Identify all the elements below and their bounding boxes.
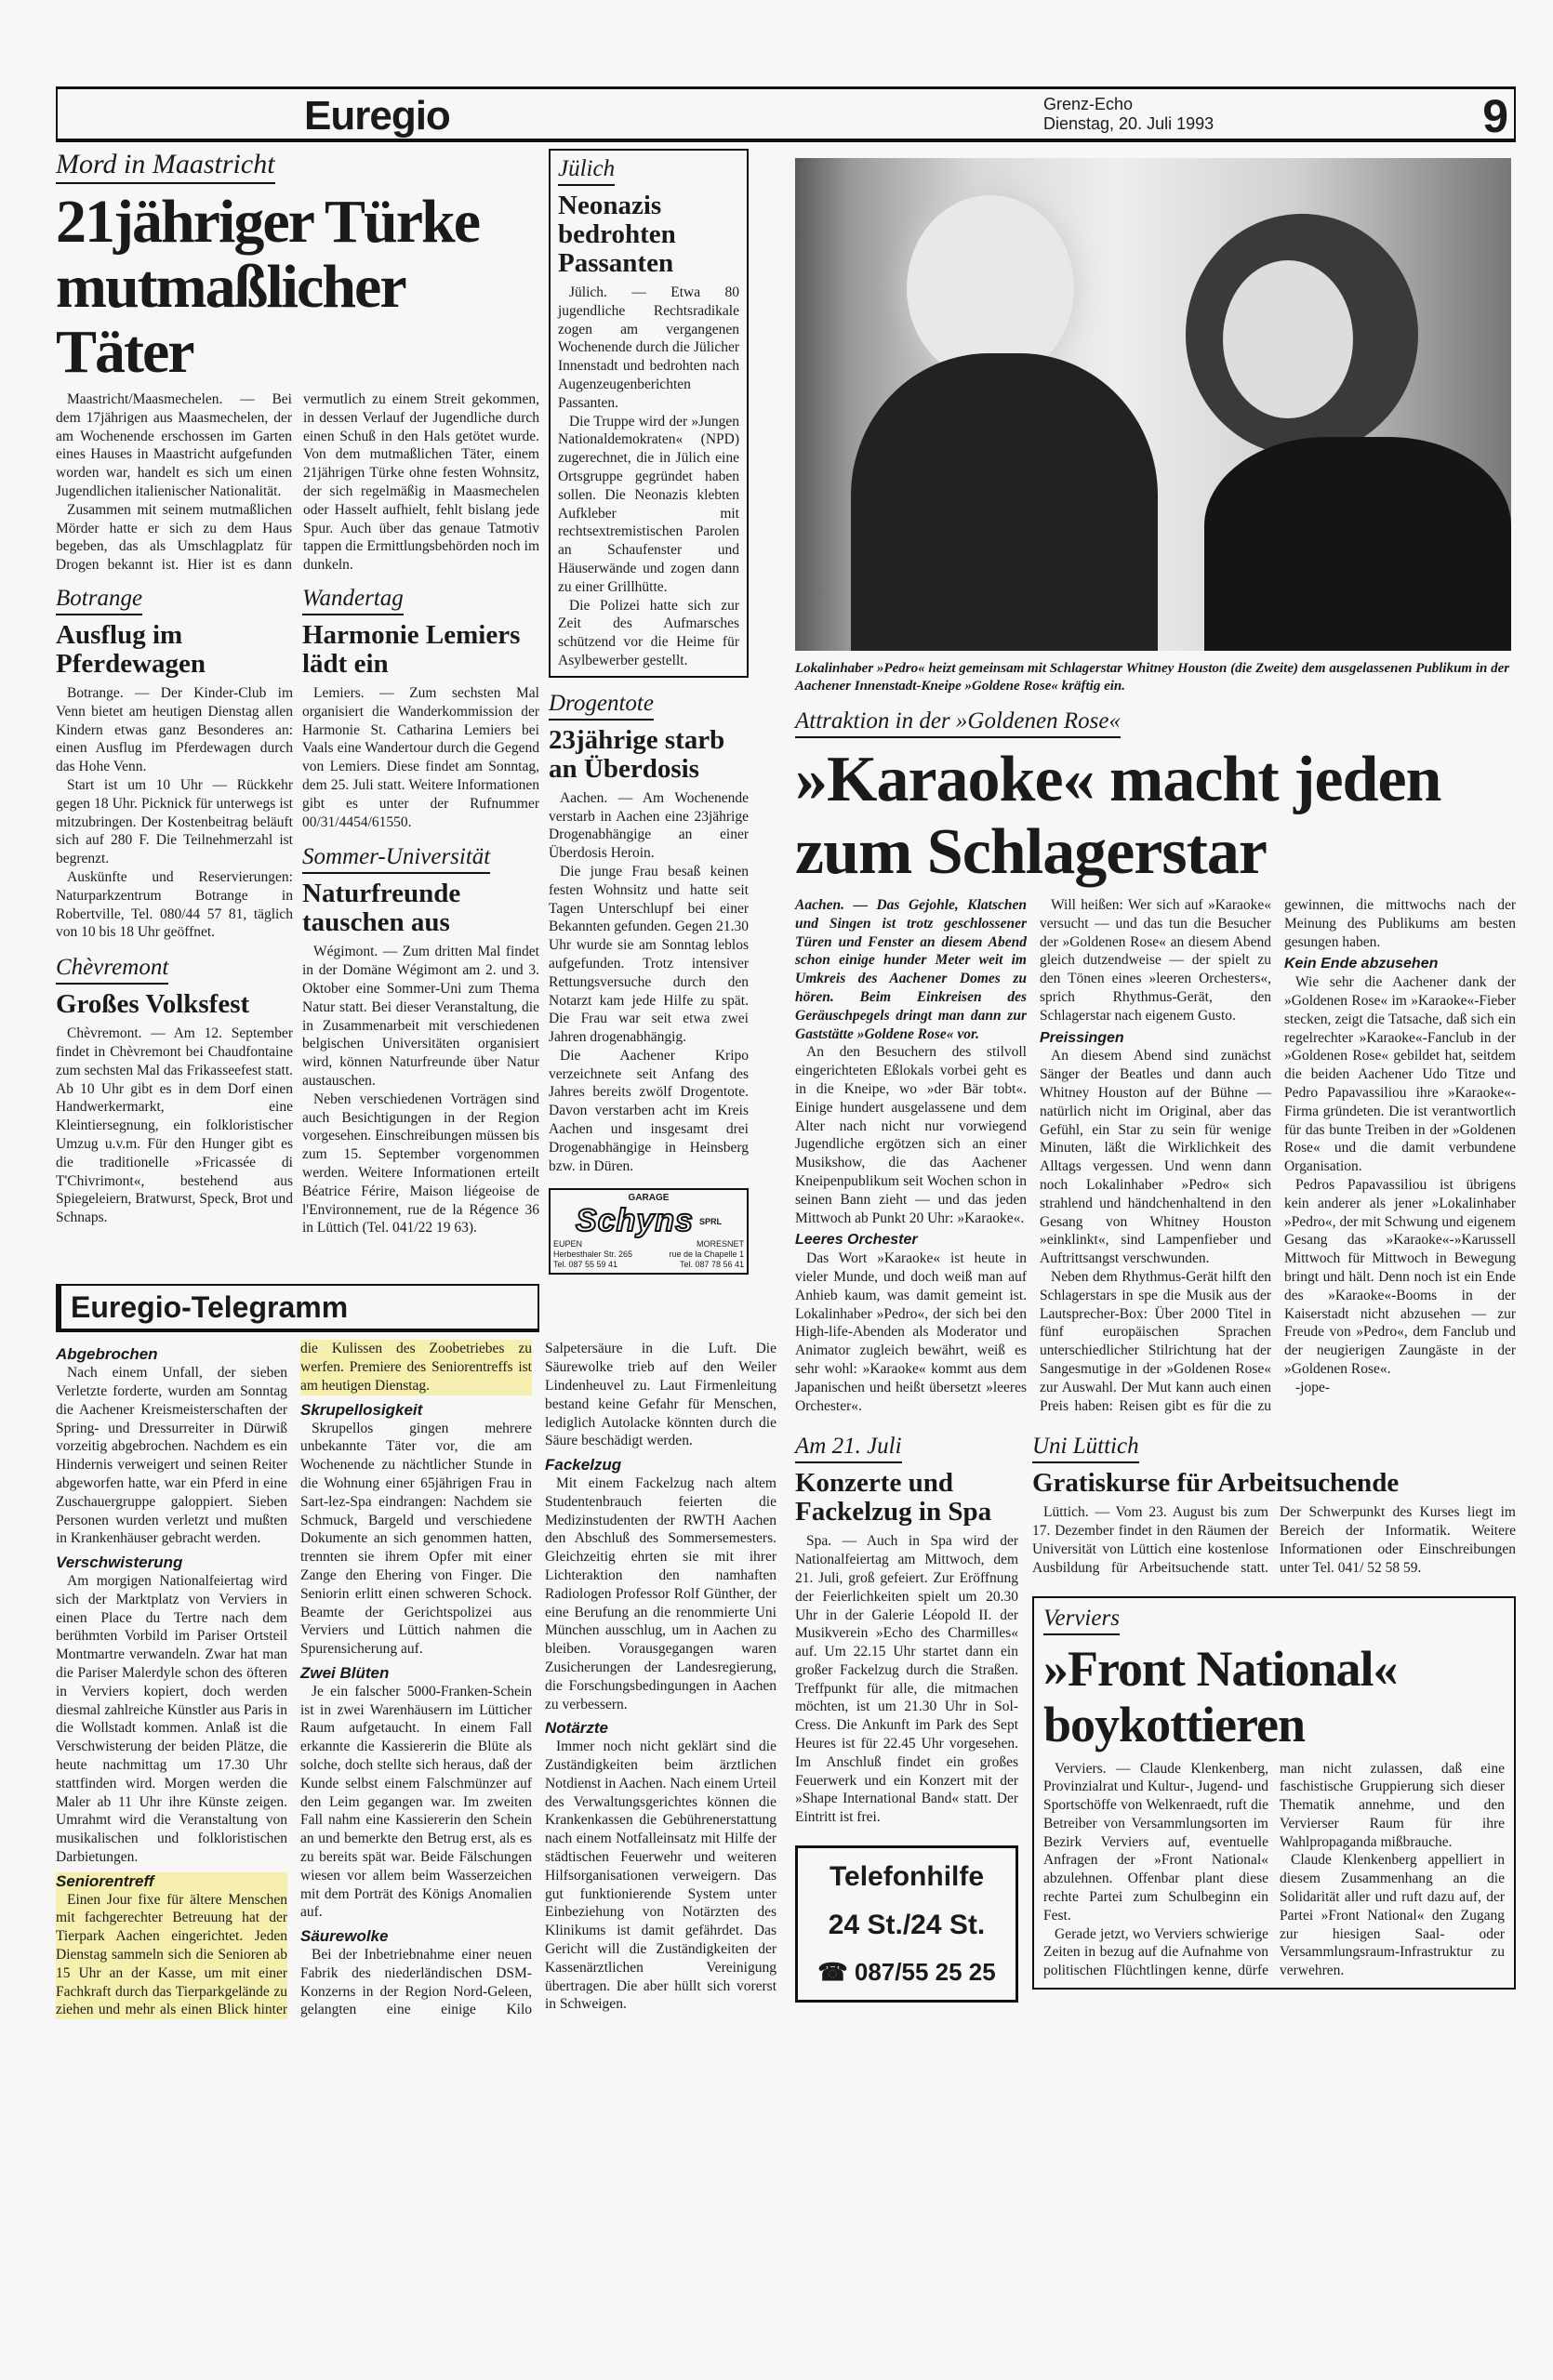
- paragraph: Die Truppe wird der »Jungen Nationaldemokraten« (NPD) zugerechnet, die in Jülich eine Ortsgruppe gegründet haben sollen. Die Neonazis klebten Aufkleber mit rechtsextremistischen Parolen an Schaufenster und Häuserwände und zogen dann zu einer Grillhütte.: [558, 413, 739, 595]
- ad-phone: [802, 1958, 1012, 1987]
- telegramm-item-text: Am morgigen Nationalfeiertag wird sich der Marktplatz von Verviers in einen Place du Tertre nach dem berühmten Vorbild im Pariser Ortsteil Montmartre verwandeln. Zwar hat man die Pariser Malerdyle schon des öfteren in Verviers kopiert, doch werden diesmal zahlreiche Künstler aus Paris in die Wollstadt kommen. Anlaß ist die Verschwisterung der beiden Plätze, die heute nachmittag um 17.30 Uhr stattfinden wird. Morgen werden die Maler ab 11 Uhr ihre Künste zeigen. Umrahmt wird die Veranstaltung von musikalischen und folkloristischen Darbietungen.: [56, 1573, 287, 1865]
- paragraph: An den Besuchern des stilvoll eingerichteten Eßlokals vorbei geht es in die Kneipe, wo »der Bär tobt«. Einige hundert ausgelassene und dem Alter nach nicht nur vorwiegend Jugendliche ergötzen sich an einer Musikshow, die das Aachener Kneipenpublikum seit Wochen schon in seinen Bann zieht — und das jeden Mittwoch ab Punkt 20 Uhr: »Karaoke«.: [795, 1044, 1027, 1226]
- article-body: [302, 684, 539, 831]
- article-juelich: [549, 149, 749, 678]
- article-karaoke: [795, 708, 1516, 1415]
- telegramm-item-title: Seniorentreff: [56, 1871, 154, 1890]
- article-kicker: Jülich: [558, 156, 615, 186]
- paragraph: Verviers. — Claude Klenkenberg, Provinzialrat und Kultur-, Jugend- und Sportschöffe von Welkenraedt, ruft die Betreiber von Versammlungsorten im Bezirk Verviers auf, eventuelle Anfragen der »Front National« abzulehnen. Offenbar plant diese rechte Partei zum Schulbeginn ein Fest.: [1043, 1760, 1268, 1924]
- article-kicker: Verviers: [1043, 1606, 1120, 1635]
- telegramm-item-text: Bei der Inbetriebnahme einer neuen Fabrik des niederländischen DSM-Konzerns in der Region Nord-Geleen, gelangten eine einige Kilo Salpetersäure in die Luft. Die Säurewolke trieb auf den Weiler Lindenheuvel zu. Laut Firmenleitung bestand keine Gefahr für Menschen, lediglich Autolacke könnten durch die Säure beschädigt werden.: [300, 1341, 776, 2018]
- ad-phone: Tel. 087 78 56 41: [679, 1260, 744, 1270]
- article-kicker: Attraktion in der »Goldenen Rose«: [795, 708, 1121, 738]
- article-kicker: Drogentote: [549, 691, 654, 721]
- article-chevremont: [56, 955, 293, 1227]
- article-kicker: Wandertag: [302, 586, 404, 615]
- ad-logo: Schyns: [576, 1203, 694, 1239]
- article-drogentote: [549, 691, 749, 1176]
- paragraph: Die Aachener Kripo verzeichnete seit Anfang des Jahres bereits zwölf Drogentote. Davon verstarben acht im Kreis Aachen und insgesamt drei Drogenabhängige in Heinsberg bzw. in Düren.: [549, 1047, 749, 1174]
- article-body: [549, 789, 749, 1176]
- ad-telefonhilfe: [795, 1845, 1018, 2003]
- article-headline: Konzerte und Fackelzug in Spa: [795, 1468, 992, 1527]
- paragraph: Jülich. — Etwa 80 jugendliche Rechtsradikale zogen am vergangenen Wochenende durch die Jülicher Innenstadt und bedrohten nach Augenzeugenberichten Passanten.: [558, 284, 739, 411]
- article-headline: Großes Volksfest: [56, 989, 250, 1020]
- article-body: [795, 1532, 1018, 1827]
- lead-paragraph: Aachen. — Das Gejohle, Klatschen und Singen ist trotz geschlossener Türen und Fenster an diesem Abend schon einige hunder Meter weit im Umkreis des Aachener Domes zu hören. Beim Einkreisen des Geräuschpegels dringt man dann zur Gaststätte »Goldene Rose« vor.: [795, 897, 1027, 1042]
- telegramm-item-title: Fackelzug: [545, 1456, 622, 1474]
- article-kicker: Sommer-Universität: [302, 844, 490, 874]
- paragraph: Die junge Frau besaß keinen festen Wohnsitz und hatte seit Tagen Unterschlupf bei einer Bekannten gefunden. Gegen 21.30 Uhr wurde sie am Sonntag leblos aufgefunden. Trotz intensiver Rettungsversuche durch den Notarzt kam jede Hilfe zu spät. Die Frau war seit etwa zwei Jahren drogenabhängig.: [549, 863, 749, 1046]
- paragraph: Chèvremont. — Am 12. September findet in Chèvremont bei Chaudfontaine zum sechsten Mal das Frikasseefest statt. Ab 10 Uhr gibt es in dem Dorf einen Handwerkermarkt, eine Kleintiersegnung, ein folkloristischer Umzug u.v.m. Für den Hunger gibt es die traditionelle »Fricassée di T'Chivrimont«, bestehend aus Spiegeleiern, Bratwurst, Speck, Brot und Schnaps.: [56, 1025, 293, 1226]
- telegramm-item-text: Je ein falscher 5000-Franken-Schein ist in zwei Warenhäusern im Lütticher Raum aufgetaucht. In einem Fall erkannte die Kassiererin die Blüte als solche, doch stellte sich heraus, daß der Kunde selbst einem Falschmünzer auf den Leim gegangen war. Im zweiten Fall nahm eine Kassiererin den Schein an und bemerkte den Betrug erst, als es zu bereits spät war. Beide Fälschungen wiesen vor allem beim Wasserzeichen mit dem Porträt des Königs Anomalien auf.: [300, 1683, 532, 1921]
- article-headline: »Front National« boykottieren: [1043, 1640, 1398, 1752]
- telegramm-item-text: Immer noch nicht geklärt sind die Zuständigkeiten beim ärztlichen Notdienst in Aachen. Nach einem Urteil des Verwaltungsgerichtes können die Krankenkassen die Gebührenerstattung nach einem Notfalleinsatz mit Hilfe der städtischen Feuerwehr und weiteren Hilfsorganisationen verweigern. Das gut funktionierende System unter Einbeziehung von Notärzten des Klinikums ist damit gefährdet. Das Gericht will die Zuständigkeiten der Kassenärztlichen Vereinigung übertragen. Die aber hüllt sich vorerst in Schweigen.: [545, 1739, 776, 2013]
- page-number: 9: [1482, 90, 1508, 142]
- ad-phone: Tel. 087 55 59 41: [553, 1260, 618, 1270]
- article-headline: 21jähriger Türke mutmaßlicher Täter: [56, 188, 480, 386]
- ad-label: GARAGE: [628, 1193, 670, 1204]
- ad-garage-schyns: [549, 1188, 749, 1275]
- telegramm-item: [56, 1345, 287, 1548]
- section-title: Euregio: [304, 93, 450, 139]
- publication-name: Grenz-Echo: [1043, 95, 1134, 113]
- ad-address: Herbesthaler Str. 265: [553, 1250, 633, 1260]
- ad-city: MORESNET: [696, 1239, 744, 1250]
- paragraph: Botrange. — Der Kinder-Club im Venn bietet am heutigen Dienstag allen Kindern etwas ganz Besonderes an: einen Ausflug im Pferdewagen durch das Hohe Venn.: [56, 684, 293, 775]
- article-headline: 23jährige starb an Überdosis: [549, 724, 725, 784]
- article-headline: »Karaoke« macht jeden zum Schlagerstar: [795, 744, 1441, 888]
- publication-info: [1043, 95, 1214, 134]
- paragraph: Spa. — Auch in Spa wird der Nationalfeiertag am Mittwoch, dem 21. Juli, groß gefeiert. Zur Eröffnung der Feierlichkeiten spielt um 20.30 Uhr in der Galerie Léopold II. der Musikverein »Echo des Charmilles« auf. Um 22.15 Uhr startet dann ein großer Fackelzug durch die Straßen. Treffpunkt für alle, die mitmachen möchten, ist um 21.30 Uhr in Sol-Cress. Die Ankunft im Park des Sept Heures ist für 22.45 Uhr vorgesehen. Im Anschluß findet ein großes Feuerwerk und ein Konzert mit der »Shape International Band« statt. Der Eintritt ist frei.: [795, 1533, 1018, 1826]
- article-botrange: [56, 586, 293, 942]
- paragraph: Pedros Papavassiliou ist übrigens kein anderer als jener »Lokalinhaber »Pedro«, der mit Schwung und eigenem Gesang das »Karaoke«-»Karussell Mittwoch für Mittwoch in Bewegung bringt und hält. Denn noch ist ein Ende des »Karaoke«-Booms in der Kaiserstadt nicht abzusehen — zur Freude von »Pedro«, dem Fanclub und der neugierigen Zaungäste in der »Goldenen Rose«.: [1284, 1176, 1516, 1377]
- article-wandertag: [302, 586, 539, 831]
- telegramm-item-title: Zwei Blüten: [300, 1664, 390, 1683]
- right-region: [795, 158, 1516, 2003]
- paragraph: Aachen. — Am Wochenende verstarb in Aachen eine 23jährige Drogenabhängige an einer Überdosis Heroin.: [549, 789, 749, 862]
- photo-caption: Lokalinhaber »Pedro« heizt gemeinsam mit Schlagerstar Whitney Houston (die Zweite) dem ausgelassenen Publikum in der Aachener Innenstadt-Kneipe »Goldene Rose« kräftig ein.: [795, 661, 1510, 694]
- article-kicker: Chèvremont: [56, 955, 168, 985]
- article-headline: Gratiskurse für Arbeitsuchende: [1032, 1468, 1400, 1499]
- telegramm-item-title: Säurewolke: [300, 1927, 389, 1946]
- article-mord: [56, 149, 539, 575]
- ad-address: rue de la Chapelle 1: [669, 1250, 744, 1260]
- article-body: [558, 284, 739, 670]
- subheading: Kein Ende abzusehen: [1284, 956, 1439, 972]
- article-body: [1032, 1503, 1516, 1577]
- telegramm-item-title: Verschwisterung: [56, 1554, 183, 1572]
- telegramm-item: [545, 1456, 776, 1713]
- paragraph: Start ist um 10 Uhr — Rückkehr gegen 18 Uhr. Picknick für unterwegs ist mitzubringen. Der Kostenbeitrag beläuft sich auf 280 F. Die Teilnehmerzahl ist begrenzt.: [56, 776, 293, 867]
- paragraph: Lemiers. — Zum sechsten Mal organisiert die Wanderkommission der Harmonie St. Catharina Lemiers bei Vaals eine Wandertour durch die Gegend von Lemiers. Diese findet am Sonntag, dem 25. Juli statt. Weitere Informationen gibt es unter der Rufnummer 00/31/4454/61550.: [302, 684, 539, 830]
- paragraph: Will heißen: Wer sich auf »Karaoke« versucht — und das tun die Besucher der »Goldenen Rose« an diesem Abend gleich dutzendweise — der spielt zu den Tönen eines »leeren Orchesters«, sprich Rhythmus-Gerät, den Schlagerstar nach eigenem Gusto.: [1040, 897, 1271, 1024]
- telegramm-item-text: Nach einem Unfall, der sieben Verletzte forderte, wurden am Sonntag die Aachener Kreismeisterschaften der Spring- und Dressurreiter in Dürwiß vorzeitig abgebrochen. Nachdem es ein Hindernis verweigert und seinen Reiter abgeworfen hatte, war ein Pferd in eine Zuschauergruppe galoppiert. Sieben Personen wurden verletzt und mußten in Krankenhäuser gebracht werden.: [56, 1365, 287, 1547]
- article-body: [56, 684, 293, 942]
- telegramm-item: [300, 1664, 532, 1922]
- ad-city: EUPEN: [553, 1239, 583, 1250]
- telegramm-item-text: Mit einem Fackelzug nach altem Studentenbrauch feierten die Medizinstudenten der RWTH Aachen den Abschluß des Sommersemesters. Gleichzeitig ehrten sie mit ihrer Lichteraktion den namhaften Radiologen Professor Rolf Günther, der eine Berufung an die renommierte Uni München ausschlug, um in Aachen zu bleiben. Vorausgegangen waren Zusicherungen der Landesregierung, die Forschungsbedingungen in Aachen zu verbessern.: [545, 1475, 776, 1712]
- ad-phone-number: 087/55 25 25: [854, 1958, 996, 1987]
- telegramm-item-title: Skrupellosigkeit: [300, 1400, 423, 1419]
- ad-sprl: SPRL: [698, 1216, 722, 1226]
- article-headline: Ausflug im Pferdewagen: [56, 619, 206, 679]
- article-body: [56, 1025, 293, 1227]
- article-body: [1043, 1760, 1505, 1981]
- ad-hours: 24 St./24 St.: [828, 1910, 986, 1941]
- telegramm-item: [56, 1554, 287, 1867]
- telegramm-item-title: Notärzte: [545, 1719, 609, 1738]
- article-kicker: Botrange: [56, 586, 142, 615]
- article-kicker: Uni Lüttich: [1032, 1434, 1139, 1463]
- telephone-icon: ☎: [817, 1958, 855, 1987]
- photo-karaoke: [795, 158, 1511, 651]
- paragraph: Das Wort »Karaoke« ist heute in vieler Munde, und doch weiß man auf Anhieb kaum, was damit gemeint ist. Lokalinhaber »Pedro«, der sich bei den High-life-Abenden als Moderator und Animator zugleich bewährt, weiß es sehr wohl: »Karaoke« kommt aus dem Japanischen und heißt übersetzt »leeres Orchester«.: [795, 1250, 1027, 1414]
- left-articles: [56, 149, 539, 1237]
- article-uni-luettich: [1032, 1434, 1516, 1577]
- paragraph: An diesem Abend sind zunächst Sänger der Beatles und dann auch Whitney Houston auf der Bühne — natürlich nicht im Original, aber das Gefühl, ein Star zu sein für wenige Minuten, läßt die Wirklichkeit des Alltags vergessen. Und wenn dann noch Lokalinhaber »Pedro« sich strahlend und händchenhaltend in den Gesang von Whitney Houston »einklinkt«, sind Lampenfieber und Auftrittsangst verschwunden.: [1040, 1048, 1271, 1267]
- paragraph: Claude Klenkenberg appelliert in diesem Zusammenhang an die Solidarität aller und ruft dazu auf, der Partei »Front National« den Zugang zur hiesigen Saal- oder Versammlungsraum-Infrastruktur zu verwehren.: [1280, 1852, 1505, 1979]
- article-headline: Neonazis bedrohten Passanten: [558, 191, 676, 278]
- subheading: Leeres Orchester: [795, 1232, 918, 1249]
- paragraph: Gerade jetzt, wo Verviers schwierige Zeiten in bezug auf die Aufnahme von politischen Flüchtlingen kenne, dürfe man nicht zulassen, daß eine faschistische Gruppierung sich dieser Thematik annehme, und den Vervierser Raum für ihre Wahlpropaganda mißbrauche.: [1043, 1760, 1505, 1979]
- article-body: [56, 390, 539, 575]
- left-region: [56, 149, 776, 2019]
- article-body: [795, 896, 1516, 1415]
- paragraph: -jope-: [1295, 1379, 1331, 1395]
- paragraph: Lüttich. — Vom 23. August bis zum 17. Dezember findet in den Räumen der Universität von Lüttich eine kostenlose Ausbildung für Arbeitsuchende statt. Der Schwerpunkt des Kurses liegt im Bereich der Informatik. Weitere Informationen oder Einschreibungen unter Tel. 041/ 52 58 59.: [1032, 1504, 1516, 1576]
- telegramm-item-text: Einen Jour fixe für ältere Menschen mit fachgerechter Betreuung hat der Tierpark Aachen eingerichtet. Jeden Dienstag sammeln sich die Senioren ab 15 Uhr an der Kasse, um mit einer Fachkraft durch das Tierparkgelände zu ziehen und mehr als einen Blick hinter die Kulissen des Zoobetriebes zu werfen. Premiere des Seniorentreffs ist am heutigen Dienstag.: [56, 1341, 532, 2018]
- paragraph: Neben dem Rhythmus-Gerät hilft den Schlagerstars in spe die Musik aus der Lautsprecher-Box: Über 2000 Titel in fünf europäischen Sprachen unterschiedlicher Stilrichtung hat der Sangesmutige in der »Goldenen Rose« zur Auswahl. Der Mut kann auch einen Preis haben: Reisen gibt es für die zu gewinnen, die mittwochs nach der Meinung des Publikums am besten gesungen haben.: [1040, 897, 1516, 1414]
- article-verviers: [1032, 1596, 1516, 1990]
- article-sommer-uni: [302, 844, 539, 1237]
- publication-date: Dienstag, 20. Juli 1993: [1043, 114, 1215, 133]
- article-spa: [795, 1434, 1018, 1827]
- telegramm-item-title: Abgebrochen: [56, 1345, 158, 1364]
- telegramm-item-text: Skrupellos gingen mehrere unbekannte Täter vor, die am Wochenende zu nächtlicher Stunde in die Wohnung einer 65jährigen Frau in Sart-lez-Spa eindrangen: Nachdem sie Schmuck, Bargeld und verschiedene Dokumente an sich genommen hatten, trennten sie ihrem Opfer mit einer Zange den Ehering von Finger. Die Seniorin erlitt einen schweren Schock. Beamte der Gerichtspolizei aus Verviers und Lüttich nahmen die Spurensicherung auf.: [300, 1420, 532, 1658]
- subheading: Preissingen: [1040, 1029, 1124, 1046]
- article-kicker: Mord in Maastricht: [56, 149, 275, 184]
- paragraph: Auskünfte und Reservierungen: Naturparkzentrum Botrange in Robertville, Tel. 080/44 57 81, täglich von 10 bis 18 Uhr geöffnet.: [56, 868, 293, 941]
- article-headline: Naturfreunde tauschen aus: [302, 879, 461, 938]
- paragraph: Die Polizei hatte sich zur Zeit des Aufmarsches schützend vor die Heime für Asylbewerber gestellt.: [558, 597, 739, 668]
- paragraph: Wie sehr die Aachener dank der »Goldenen Rose« im »Karaoke«-Fieber stecken, zeigt die Tatsache, daß sich ein regelrechter »Karaoke«-Fanclub in der »Goldenen Rose« gebildet hat, seitdem die beiden Aachener Udo Titze und Pedro Papavassiliou ihre »Karaoke«-Firma gründeten. Die ist verantwortlich für das bunte Treiben in der »Goldenen Rose« und die damit verbundene Organisation.: [1284, 974, 1516, 1175]
- paragraph: Zusammen mit seinem mutmaßlichen Mörder hatte er sich zu dem Haus begeben, das als Umschlagplatz für Drogen bekannt ist. Hier ist es dann vermutlich zu einem Streit gekommen, in dessen Verlauf der Jugendliche durch einen Schuß in den Hals getötet wurde. Von dem mutmaßlichen Täter, einem 21jährigen Türke ohne festen Wohnsitz, der sich regelmäßig in Maasmechelen oder Hasselt aufhielt, fehlt bislang jede Spur. Auch über das genaue Tatmotiv tappen die Ermittlungsbehörden noch im dunkeln.: [56, 391, 539, 574]
- article-body: [302, 943, 539, 1237]
- telegramm-item: [300, 1401, 532, 1659]
- telegramm-body: [56, 1340, 776, 2019]
- ad-title: Telefonhilfe: [829, 1861, 985, 1893]
- telegramm-title: Euregio-Telegramm: [56, 1284, 539, 1332]
- paragraph: Neben verschiedenen Vorträgen sind auch Besichtigungen in der Region vorgesehen. Einschreibungen müssen bis zum 15. September vorgenommen werden. Weitere Informationen erteilt Béatrice Férire, Maison liégeoise de l'Environnement, rue de la Régence 36 in Lüttich (Tel. 041/22 19 63).: [302, 1091, 539, 1236]
- article-kicker: Am 21. Juli: [795, 1434, 902, 1463]
- paragraph: Wégimont. — Zum dritten Mal findet in der Domäne Wégimont am 2. und 3. Oktober eine Sommer-Uni zum Thema Natur statt. Bei dieser Veranstaltung, die in Zusammenarbeit mit verschiedenen belgischen Universitäten organisiert wird, können Naturfreunde über Natur austauschen.: [302, 944, 539, 1089]
- telegramm-item: [545, 1719, 776, 2014]
- article-headline: Harmonie Lemiers lädt ein: [302, 619, 521, 679]
- paragraph: Maastricht/Maasmechelen. — Bei dem 17jährigen aus Maasmechelen, der am Wochenende erschossen im Garten eines Hauses in Maastricht aufgefunden worden war, handelt es sich um einen Jugendlichen italienischer Nationalität.: [56, 391, 292, 499]
- page-header: [56, 86, 1516, 142]
